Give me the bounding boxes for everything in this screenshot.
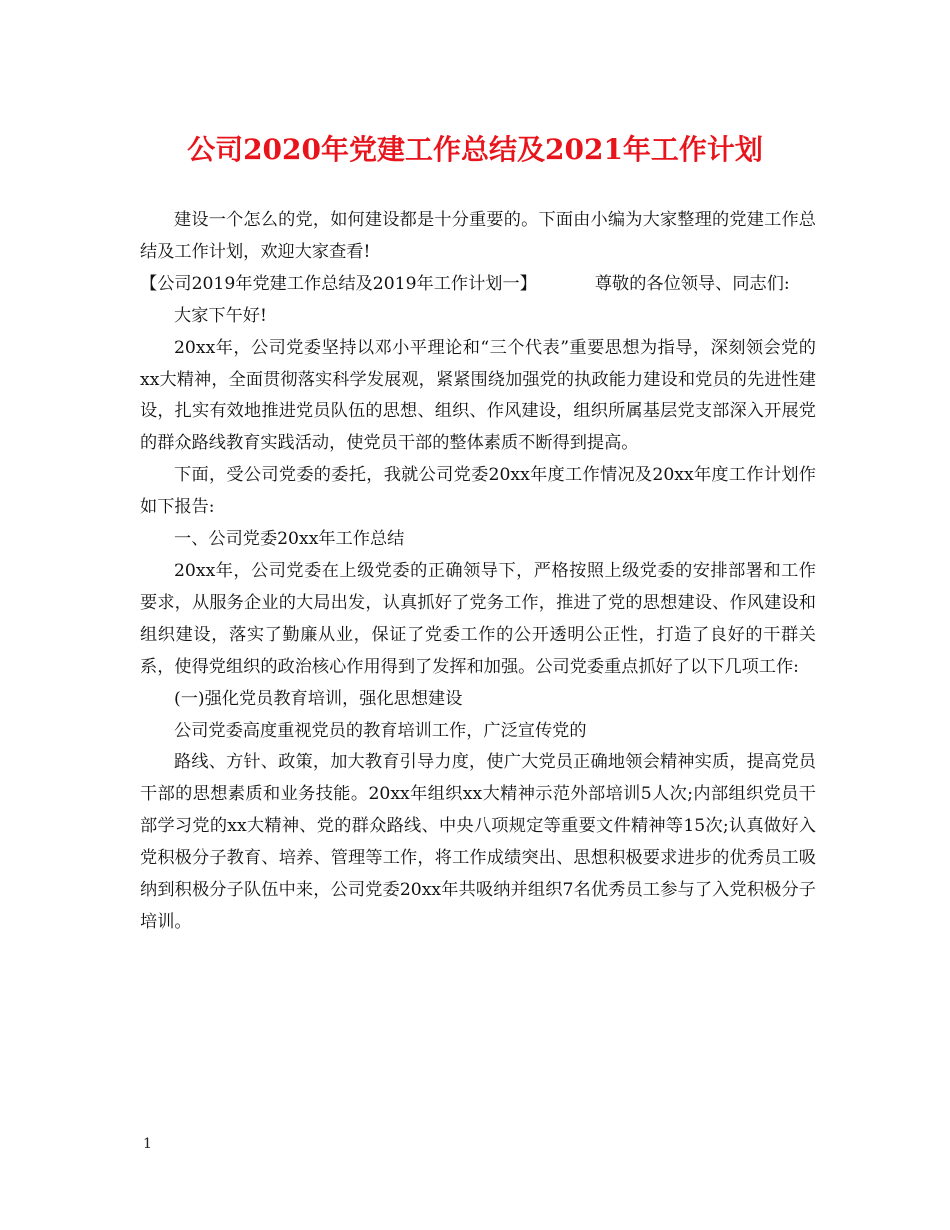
paragraph-5: 路线、方针、政策，加大教育引导力度，使广大党员正确地领会精神实质，提高党员干部的思想素质和业务技能。20xx年组织xx大精神示范外部培训5人次;内部组织党员干部学习党的xx大精神、党的群众路线、中央八项规定等重要文件精神等15次;认真做好入党积极分子教育、培养、管理等工作，将工作成绩突出、思想积极要求进步的优秀员工吸纳到积极分子队伍中来，公司党委20xx年共吸纳并组织7名优秀员工参与了入党积极分子培训。 <box>140 752 816 932</box>
section-heading-row <box>140 269 816 301</box>
subheading-1: (一)强化党员教育培训，强化思想建设 <box>174 688 463 709</box>
document-body <box>140 205 816 939</box>
greeting-paragraph: 大家下午好! <box>174 305 267 326</box>
paragraph-3: 20xx年，公司党委在上级党委的正确领导下，严格按照上级党委的安排部署和工作要求，从服务企业的大局出发，认真抓好了党务工作，推进了党的思想建设、作风建设和组织建设，落实了勤廉从业，保证了党委工作的公开透明公正性，打造了良好的干群关系，使得党组织的政治核心作用得到了发挥和加强。公司党委重点抓好了以下几项工作: <box>140 560 816 677</box>
page-number: 1 <box>143 1136 152 1152</box>
paragraph-4: 公司党委高度重视党员的教育培训工作，广泛宣传党的 <box>174 720 587 741</box>
paragraph-2: 下面，受公司党委的委托，我就公司党委20xx年度工作情况及20xx年度工作计划作如下报告: <box>140 465 816 518</box>
paragraph-1: 20xx年，公司党委坚持以邓小平理论和“三个代表”重要思想为指导，深刻领会党的xx大精神，全面贯彻落实科学发展观，紧紧围绕加强党的执政能力建设和党员的先进性建设，扎实有效地推进党员队伍的思想、组织、作风建设，组织所属基层党支部深入开展党的群众路线教育实践活动，使党员干部的整体素质不断得到提高。 <box>140 337 816 454</box>
salutation: 尊敬的各位领导、同志们: <box>594 273 790 294</box>
heading-1: 一、公司党委20xx年工作总结 <box>174 529 405 550</box>
intro-paragraph: 建设一个怎么的党，如何建设都是十分重要的。下面由小编为大家整理的党建工作总结及工作计划，欢迎大家查看! <box>140 210 816 262</box>
document-title: 公司2020年党建工作总结及2021年工作计划 <box>187 133 763 166</box>
section-heading: 【公司2019年党建工作总结及2019年工作计划一】 <box>140 273 537 294</box>
